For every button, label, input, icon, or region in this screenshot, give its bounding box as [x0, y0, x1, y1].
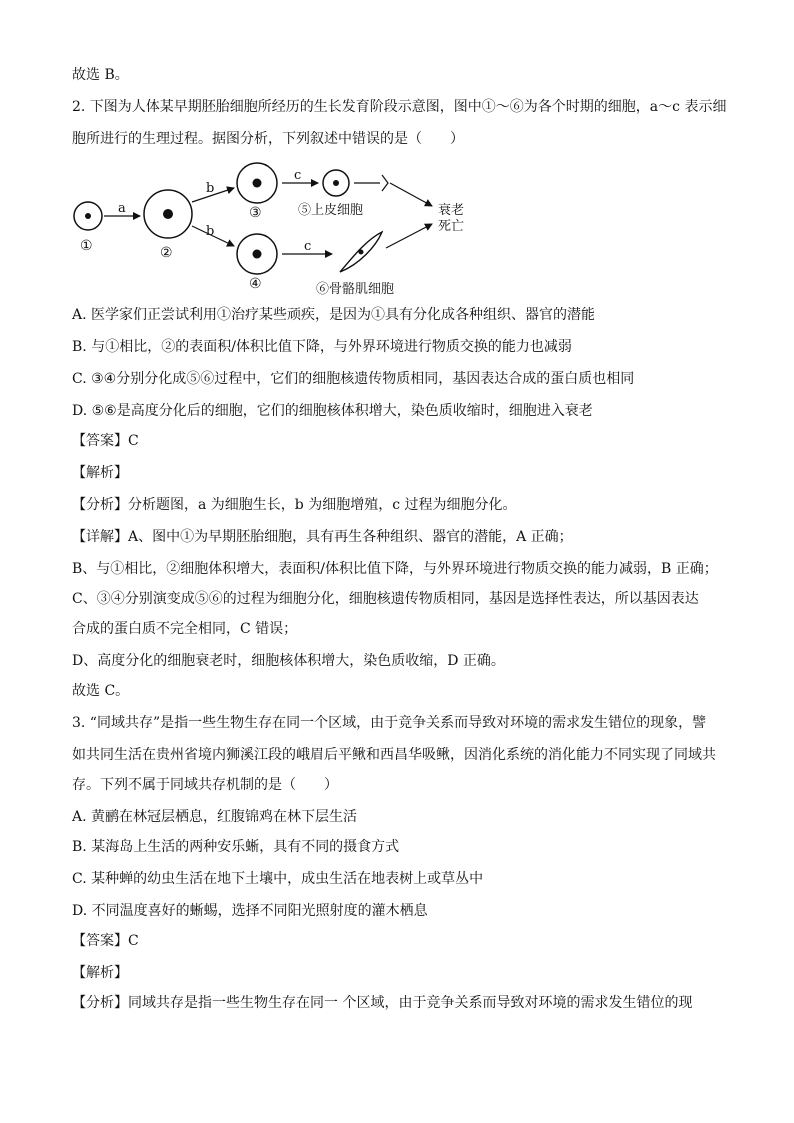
- arrow-aging-up-2: [390, 183, 432, 206]
- question-3-stem: 3. “同域共存”是指一些生物生存在同一个区域，由于竞争关系而导致对环境的需求发生错位的现象，譬: [72, 715, 707, 731]
- cell-3-nucleus: [253, 179, 262, 188]
- cell-development-diagram: [60, 162, 480, 302]
- option-2c: C. ③④分别分化成⑤⑥过程中，它们的细胞核遗传物质相同，基因表达合成的蛋白质也相同: [72, 371, 635, 387]
- analysis-2-detail-c: C、③④分别演变成⑤⑥的过程为细胞分化，细胞核遗传物质相同，基因是选择性表达，所以基因表达: [72, 591, 699, 607]
- analysis-2-detail-d: D、高度分化的细胞衰老时，细胞核体积增大，染色质收缩，D 正确。: [72, 653, 505, 669]
- option-3b: B. 某海岛上生活的两种安乐蜥，具有不同的摄食方式: [72, 839, 400, 855]
- cell-1-label: ①: [80, 238, 93, 254]
- label-c-up: c: [294, 168, 302, 183]
- cell-1-nucleus: [85, 213, 91, 219]
- label-c-down: c: [304, 239, 312, 254]
- cell-4-nucleus: [253, 250, 262, 259]
- answer-2: 【答案】C: [72, 433, 139, 449]
- option-2a: A. 医学家们正尝试利用①治疗某些顽疾，是因为①具有分化成各种组织、器官的潜能: [72, 307, 596, 323]
- analysis-3-summary: 【分析】同域共存是指一些生物生存在同一 个区域，由于竞争关系而导致对环境的需求发生错位的现: [72, 995, 693, 1011]
- option-2d: D. ⑤⑥是高度分化后的细胞，它们的细胞核体积增大，染色质收缩时，细胞进入衰老: [72, 403, 593, 419]
- cell-3-label: ③: [249, 205, 262, 221]
- cell-2-label: ②: [160, 245, 173, 261]
- analysis-2-heading: 【解析】: [72, 465, 128, 481]
- analysis-2-detail-a: 【详解】A、图中①为早期胚胎细胞，具有再生各种组织、器官的潜能，A 正确；: [72, 529, 573, 545]
- label-b-up: b: [206, 181, 215, 196]
- cell-2-nucleus: [163, 209, 173, 219]
- choice-2: 故选 C。: [72, 683, 130, 699]
- option-2b: B. 与①相比，②的表面积/体积比值下降，与外界环境进行物质交换的能力也减弱: [72, 339, 572, 355]
- arrow-aging-break: [382, 175, 388, 191]
- option-3d: D. 不同温度喜好的蜥蜴，选择不同阳光照射度的灌木栖息: [72, 903, 428, 919]
- option-3a: A. 黄鹂在林冠层栖息，红腹锦鸡在林下层生活: [72, 809, 358, 825]
- analysis-2-detail-b: B、与①相比，②细胞体积增大，表面积/体积比值下降，与外界环境进行物质交换的能力减弱，B 正确；: [72, 561, 718, 577]
- question-3-stem-cont: 如共同生活在贵州省境内狮溪江段的峨眉后平鳅和西昌华吸鳅，因消化系统的消化能力不同实现了同域共: [72, 747, 716, 763]
- aging-label-2: 死亡: [438, 219, 465, 234]
- cell-5-label: ⑤上皮细胞: [298, 203, 364, 218]
- cell-5-nucleus: [333, 180, 339, 186]
- label-a: a: [118, 201, 126, 216]
- analysis-2-summary: 【分析】分析题图，a 为细胞生长，b 为细胞增殖，c 过程为细胞分化。: [72, 497, 517, 513]
- option-3c: C. 某种蝉的幼虫生活在地下土壤中，成虫生活在地表树上或草丛中: [72, 871, 484, 887]
- question-3-stem-cont-2: 存。下列不属于同域共存机制的是（ ）: [72, 777, 338, 793]
- analysis-3-heading: 【解析】: [72, 965, 128, 981]
- answer-3: 【答案】C: [72, 933, 139, 949]
- question-2-stem: 2. 下图为人体某早期胚胎细胞所经历的生长发育阶段示意图，图中①～⑥为各个时期的细胞，a～c 表示细: [72, 99, 727, 115]
- text-line: 故选 B。: [72, 67, 129, 83]
- arrow-aging-down: [386, 224, 432, 248]
- cell-6-label: ⑥骨骼肌细胞: [316, 282, 395, 297]
- analysis-2-detail-c-cont: 合成的蛋白质不完全相同，C 错误；: [72, 621, 298, 637]
- cell-6-nucleus: [359, 250, 364, 255]
- question-2-stem-cont: 胞所进行的生理过程。据图分析，下列叙述中错误的是（ ）: [72, 131, 464, 147]
- label-b-down: b: [206, 224, 215, 239]
- cell-4-label: ④: [249, 276, 262, 292]
- aging-label-1: 衰老: [438, 203, 465, 218]
